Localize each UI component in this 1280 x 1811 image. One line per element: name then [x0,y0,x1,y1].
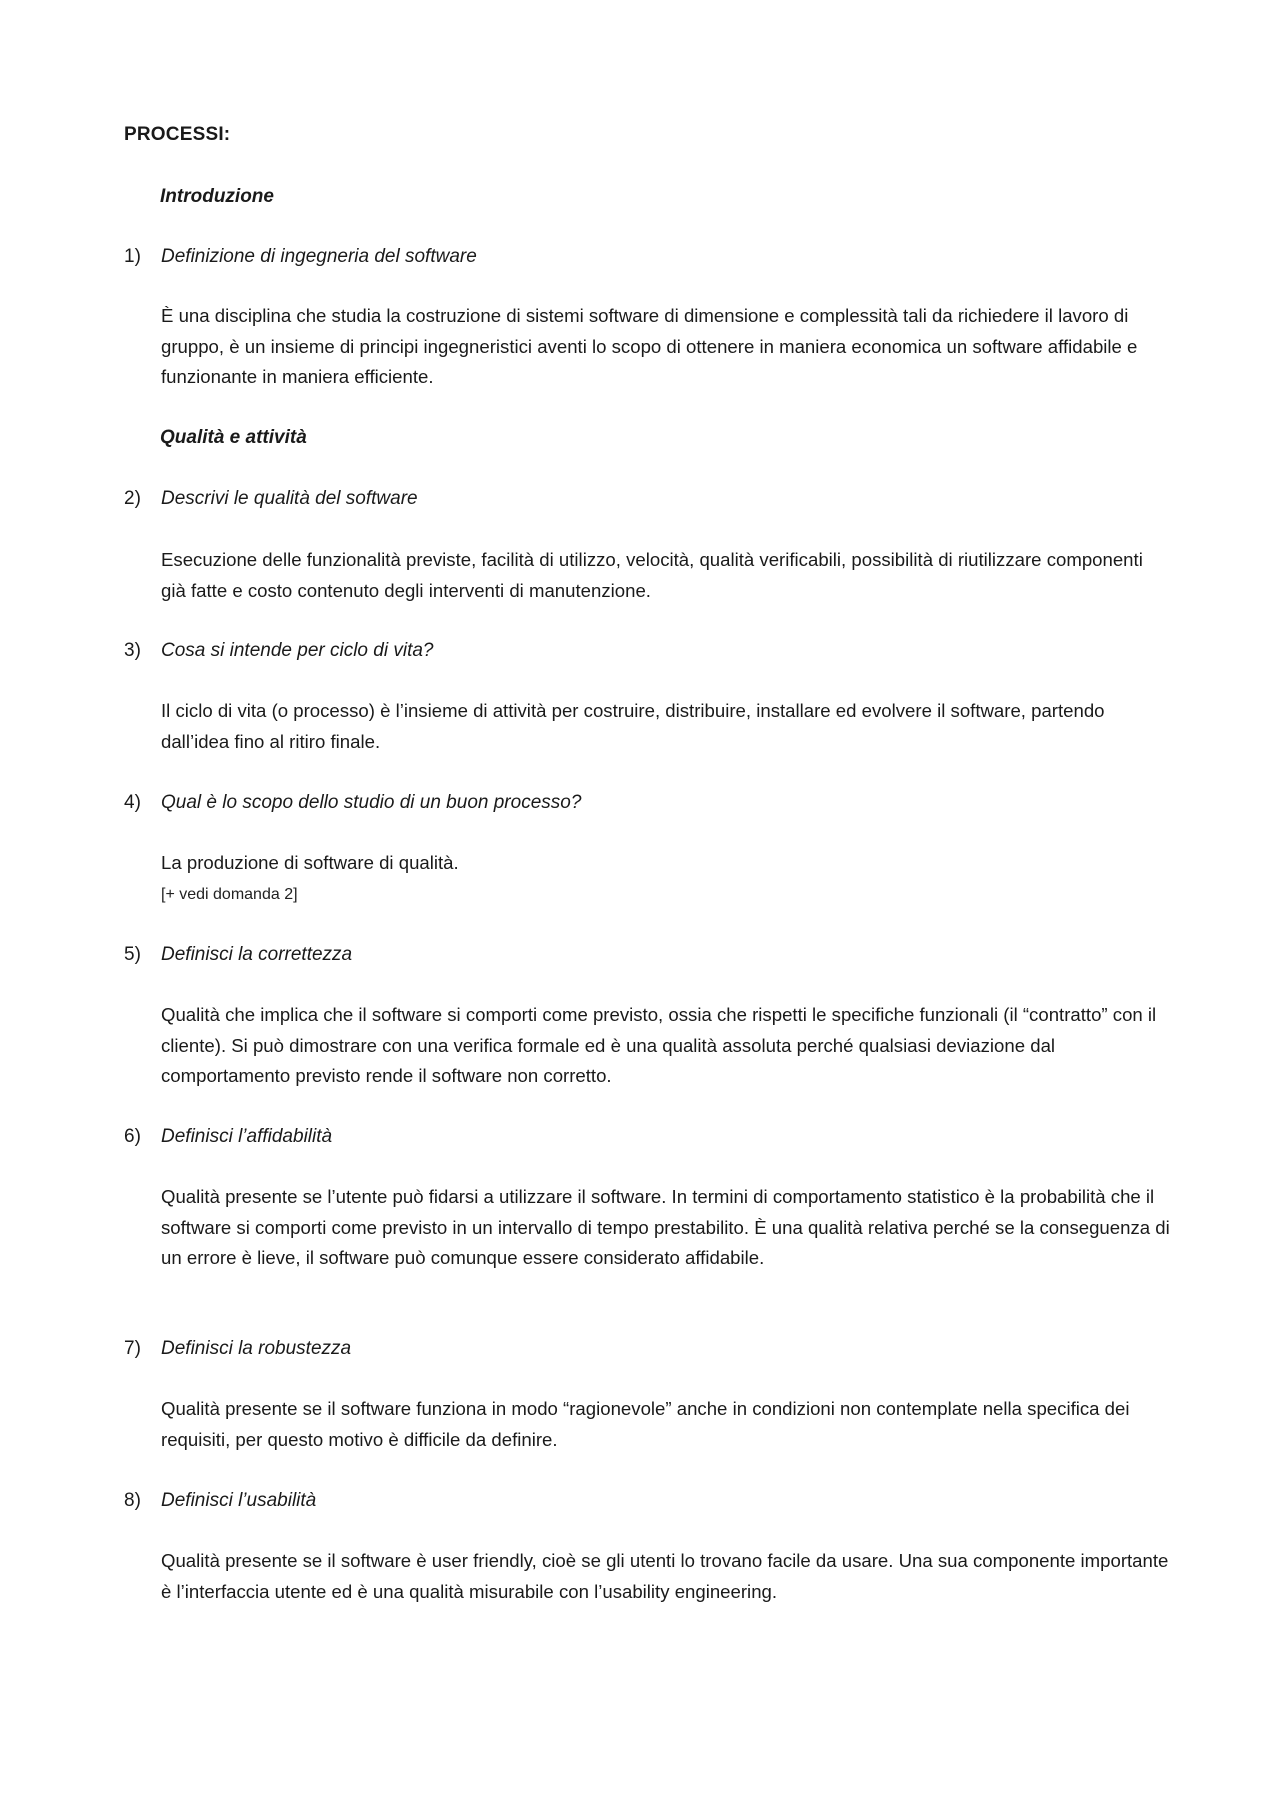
answer-7: Qualità presente se il software funziona in modo “ragionevole” anche in condizioni non contemplate nella specifica dei requisiti, per questo motivo è difficile da definire. [161,1398,1130,1450]
question-text: Definisci l’usabilità [161,1490,317,1511]
page-title: PROCESSI: [124,124,231,145]
question-5 [124,944,1174,966]
question-8 [124,1490,1174,1512]
answer-3: Il ciclo di vita (o processo) è l’insieme di attività per costruire, distribuire, installare ed evolvere il software, partendo dall’idea fino al ritiro finale. [161,700,1105,752]
answer-8: Qualità presente se il software è user friendly, cioè se gli utenti lo trovano facile da usare. Una sua componente importante è l’interfaccia utente ed è una qualità misurabile con l’usability engineering. [161,1550,1169,1602]
question-6 [124,1126,1174,1148]
section-heading-introduzione: Introduzione [160,186,274,207]
question-text: Definisci la correttezza [161,944,353,965]
answer-1: È una disciplina che studia la costruzione di sistemi software di dimensione e complessità tali da richiedere il lavoro di gruppo, è un insieme di principi ingegneristici aventi lo scopo di ottenere in maniera economica un software affidabile e funzionante in maniera efficiente. [161,305,1138,387]
question-number: 6) [124,1126,141,1147]
question-3 [124,640,1174,662]
answer-4-note: [+ vedi domanda 2] [161,886,298,903]
answer-4: La produzione di software di qualità. [161,852,459,873]
question-4 [124,792,1174,814]
question-number: 2) [124,488,141,509]
question-text: Definizione di ingegneria del software [161,246,477,267]
answer-2: Esecuzione delle funzionalità previste, facilità di utilizzo, velocità, qualità verificabili, possibilità di riutilizzare componenti già fatte e costo contenuto degli interventi di manutenzione. [161,549,1143,601]
question-text: Qual è lo scopo dello studio di un buon processo? [161,792,582,813]
question-number: 5) [124,944,141,965]
answer-6: Qualità presente se l’utente può fidarsi a utilizzare il software. In termini di comportamento statistico è la probabilità che il software si comporti come previsto in un intervallo di tempo prestabilito. È una qualità relativa perché se la conseguenza di un errore è lieve, il software può comunque essere considerato affidabile. [161,1186,1170,1268]
question-text: Definisci la robustezza [161,1338,352,1359]
question-2 [124,488,1174,510]
question-number: 8) [124,1490,141,1511]
question-1 [124,246,1174,268]
question-7 [124,1338,1174,1360]
question-number: 3) [124,640,141,661]
question-text: Definisci l’affidabilità [161,1126,333,1147]
question-number: 7) [124,1338,141,1359]
question-number: 1) [124,246,141,267]
answer-5: Qualità che implica che il software si comporti come previsto, ossia che rispetti le specifiche funzionali (il “contratto” con il cliente). Si può dimostrare con una verifica formale ed è una qualità assoluta perché qualsiasi deviazione dal comportamento previsto rende il software non corretto. [161,1004,1157,1086]
section-heading-qualita-e-attivita: Qualità e attività [160,427,307,448]
question-text: Descrivi le qualità del software [161,488,418,509]
question-number: 4) [124,792,141,813]
question-text: Cosa si intende per ciclo di vita? [161,640,434,661]
